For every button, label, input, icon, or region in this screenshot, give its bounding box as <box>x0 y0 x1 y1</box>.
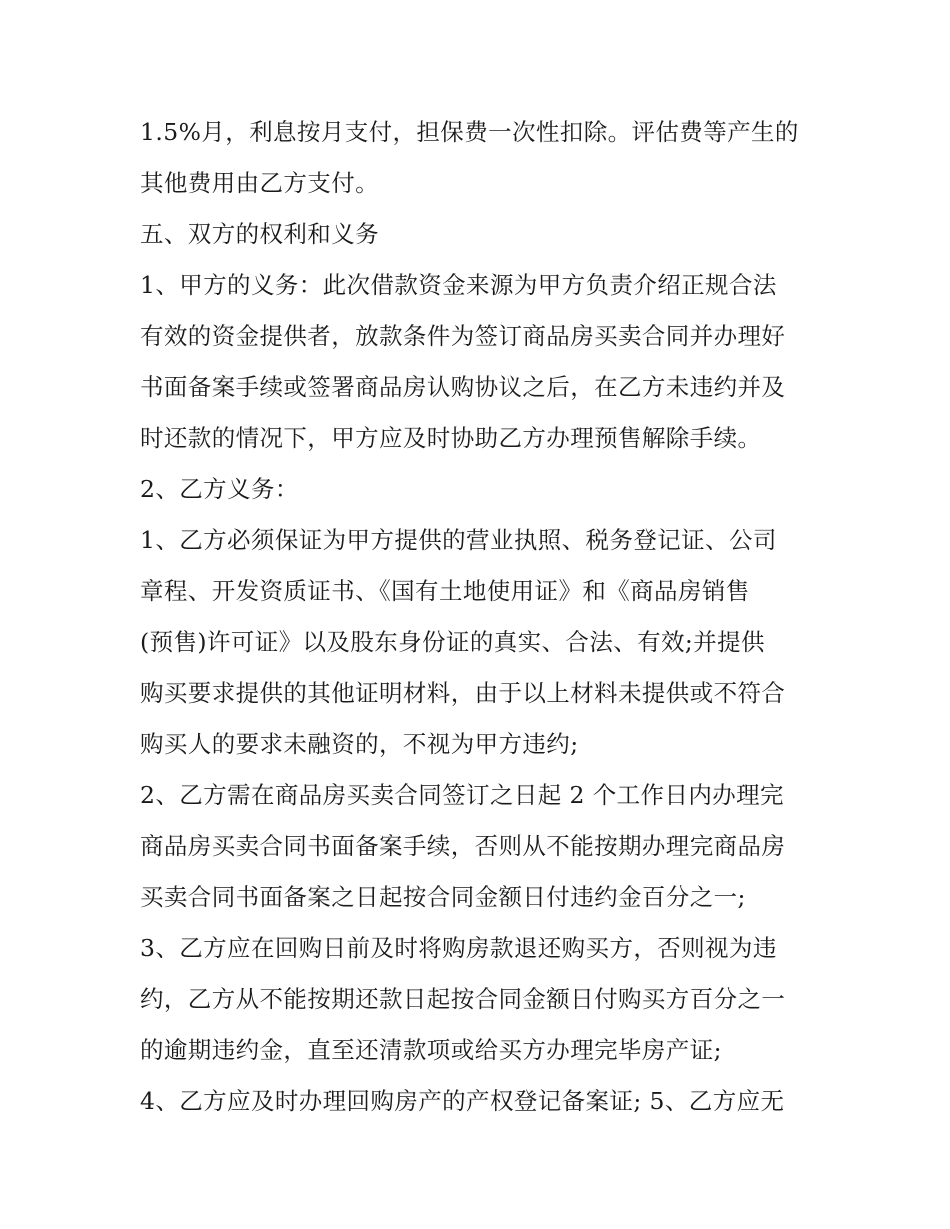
text-line: 章程、开发资质证书、《国有土地使用证》和《商品房销售 <box>140 577 750 605</box>
text-line: 买卖合同书面备案之日起按合同金额日付违约金百分之一; <box>140 883 746 911</box>
text-line: 购买要求提供的其他证明材料，由于以上材料未提供或不符合 <box>140 679 786 707</box>
text-line: 有效的资金提供者，放款条件为签订商品房买卖合同并办理好 <box>140 322 786 350</box>
text-line: 4、乙方应及时办理回购房产的产权登记备案证; 5、乙方应无 <box>140 1087 785 1115</box>
text-line: 书面备案手续或签署商品房认购协议之后，在乙方未违约并及 <box>140 373 786 401</box>
text-line: 2、乙方需在商品房买卖合同签订之日起 2 个工作日内办理完 <box>140 781 784 809</box>
document-body <box>140 107 820 1127</box>
text-line: 购买人的要求未融资的，不视为甲方违约; <box>140 730 579 758</box>
text-line: 1、甲方的义务：此次借款资金来源为甲方负责介绍正规合法 <box>140 271 777 299</box>
subsection-heading: 2、乙方义务： <box>140 475 299 503</box>
text-line: 时还款的情况下，甲方应及时协助乙方办理预售解除手续。 <box>140 424 762 452</box>
text-line: (预售)许可证》以及股东身份证的真实、合法、有效;并提供 <box>140 628 765 656</box>
text-line: 其他费用由乙方支付。 <box>140 169 379 197</box>
text-line: 的逾期违约金，直至还清款项或给买方办理完毕房产证; <box>140 1036 722 1064</box>
text-line: 约，乙方从不能按期还款日起按合同金额日付购买方百分之一 <box>140 985 786 1013</box>
text-line: 3、乙方应在回购日前及时将购房款退还购买方，否则视为违 <box>140 934 777 962</box>
text-line: 商品房买卖合同书面备案手续，否则从不能按期办理完商品房 <box>140 832 786 860</box>
text-line: 1.5%月，利息按月支付，担保费一次性扣除。评估费等产生的 <box>140 118 799 146</box>
section-heading: 五、双方的权利和义务 <box>140 220 379 248</box>
text-line: 1、乙方必须保证为甲方提供的营业执照、税务登记证、公司 <box>140 526 777 554</box>
